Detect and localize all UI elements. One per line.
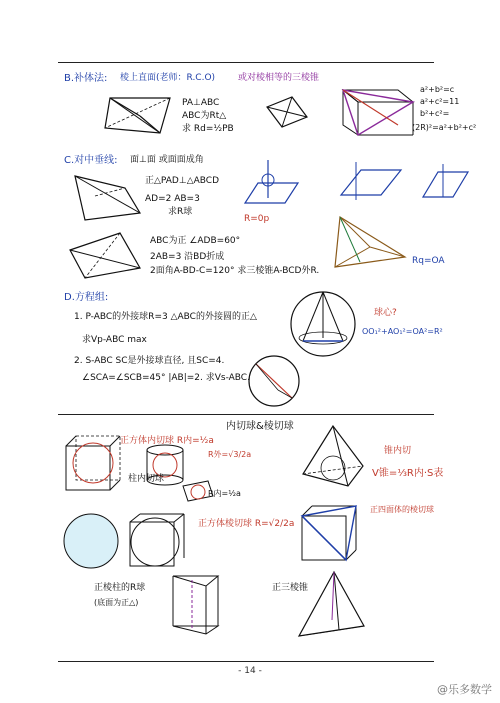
section-d-title: D.方程组:	[64, 292, 109, 303]
section-b-head: 棱上直面(老师：R.C.O)	[120, 73, 216, 83]
prism-diagram-b	[100, 88, 180, 143]
section-c-rq: Rq=OA	[412, 256, 445, 266]
top-rule	[58, 62, 434, 63]
eq-2: a²+c²=11	[420, 97, 460, 106]
parallelogram-diagram-c2	[336, 160, 406, 210]
page-number: - 14 -	[238, 666, 262, 676]
section-c-line5: 2AB=3 沿BD折成	[150, 252, 225, 262]
section-c-line6: 2面角A-BD-C=120° 求三棱锥A-BCD外R.	[150, 266, 320, 276]
section-c-line3: 求R球	[168, 207, 193, 217]
prism-diagram-3	[168, 566, 230, 636]
section-c-line4: ABC为正 ∠ADB=60°	[150, 236, 241, 246]
inner-prism3: 正棱柱的R球	[94, 583, 146, 593]
inner-cyl-r: R内=½a	[208, 489, 241, 498]
cube-diagram-1	[62, 432, 124, 494]
parallelogram-diagram-c3	[418, 162, 473, 207]
section-b-title: B.补体法:	[64, 73, 108, 84]
inner-edge-ball: 正方体棱切球 R=√2/2a	[198, 519, 295, 529]
eq-3: b²+c²=	[420, 109, 450, 118]
section-d-item1: 1. P-ABC的外接球R=3 △ABC的外接圆的正△	[74, 312, 257, 322]
inner-cube-out: R外=√3/2a	[208, 450, 252, 459]
section-c-r-label: R=0p	[244, 214, 270, 224]
pyramid-diagram-c1	[70, 168, 145, 226]
middle-rule	[58, 414, 434, 415]
cuboid-diagram-b	[338, 80, 418, 135]
section-b-cond2: ABC为Rt△	[182, 111, 227, 121]
watermark: @乐多数学	[437, 683, 492, 696]
inner-cube-in: 正方体内切球 R内=½a	[120, 436, 214, 446]
sphere-diagram-d1	[288, 286, 358, 358]
pyramid-diagram-inner	[298, 424, 368, 494]
sphere-diagram-blue	[62, 512, 120, 570]
inner-tet-label: 正四面体的棱切球	[370, 505, 434, 514]
inner-cone-formula: V锥=⅓R内·S表	[372, 468, 444, 479]
pyramid-diagram-c2	[60, 228, 145, 283]
eq-4: (2R)²=a²+b²+c²	[412, 123, 477, 132]
cube-diagram-2	[126, 512, 186, 570]
section-b-cond1: PA⊥ABC	[182, 98, 220, 108]
inner-prism3-sub: (底面为正△)	[94, 598, 139, 607]
section-c-line2: AD=2 AB=3	[145, 194, 200, 204]
tetra-diagram-c	[330, 212, 410, 277]
sphere-diagram-d2	[248, 354, 300, 408]
section-c-line1: 正△PAD⊥△ABCD	[145, 176, 220, 186]
section-d-equation: OO₁²+AO₁²=OA²=R²	[362, 327, 443, 336]
section-b-right-head: 或对棱相等的三棱锥	[238, 73, 320, 83]
eq-1: a²+b²=c	[420, 85, 455, 94]
section-c-title: C.对中垂线:	[64, 155, 118, 166]
section-d-item2b: ∠SCA=∠SCB=45° |AB|=2. 求Vs-ABC.	[82, 373, 250, 383]
section-b-formula: 求 Rd=½PB	[182, 124, 234, 134]
tetra-in-cube-diagram	[298, 502, 360, 566]
pyramid-diagram-3	[294, 570, 370, 642]
tetra-diagram-b	[262, 92, 312, 132]
section-c-head: 面⊥面 或面面成角	[130, 155, 204, 165]
inner-prism-in: 柱内切球	[128, 474, 165, 484]
section-d-question: 球心?	[374, 308, 397, 318]
section-d-item2: 2. S-ABC SC是外接球直径, 且SC=4.	[74, 356, 225, 366]
inner-title: 内切球&棱切球	[226, 421, 294, 432]
section-d-item1b: 求Vp-ABC max	[82, 335, 147, 345]
bottom-rule	[58, 661, 434, 662]
inner-cone-in: 锥内切	[384, 446, 412, 456]
inner-pyr3: 正三棱锥	[272, 583, 309, 593]
